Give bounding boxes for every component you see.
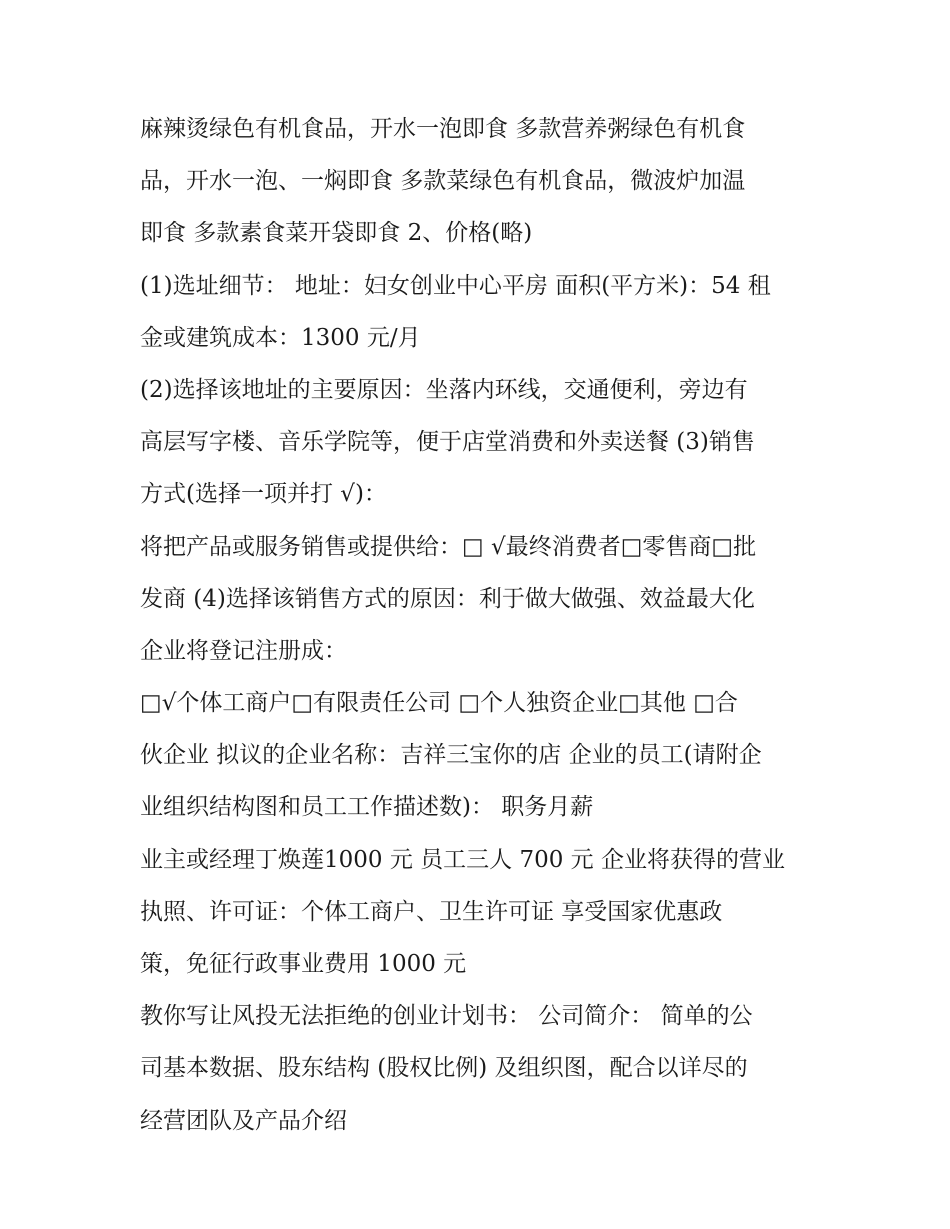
text-line: 方式(选择一项并打 √)：: [140, 481, 387, 508]
text-line: 企业将登记注册成：: [140, 637, 347, 664]
text-line: 将把产品或服务销售或提供给：□ √最终消费者□零售商□批: [140, 533, 757, 560]
text-line: (1)选址细节： 地址：妇女创业中心平房 面积(平方米)：54 租: [140, 272, 771, 299]
text-line: 麻辣烫绿色有机食品，开水一泡即食 多款营养粥绿色有机食: [140, 116, 746, 142]
text-line: 策，免征行政事业费用 1000 元: [140, 951, 467, 977]
text-line: 司基本数据、股东结构 (股权比例) 及组织图，配合以详尽的: [140, 1055, 748, 1082]
text-line: (2)选择该地址的主要原因：坐落内环线，交通便利，旁边有: [140, 376, 748, 403]
text-line: 教你写让风投无法拒绝的创业计划书： 公司简介： 简单的公: [140, 1003, 753, 1030]
text-line: 业组织结构图和员工工作描述数)： 职务月薪: [140, 794, 594, 821]
text-line: 品，开水一泡、一焖即食 多款菜绿色有机食品，微波炉加温: [140, 168, 746, 195]
document-body: [140, 103, 820, 1147]
text-line: 业主或经理丁焕莲1000 元 员工三人 700 元 企业将获得的营业: [140, 846, 785, 873]
text-line: 金或建筑成本：1300 元/月: [140, 324, 421, 351]
text-line: □√个体工商户□有限责任公司 □个人独资企业□其他 □合: [140, 690, 738, 717]
text-line: 发商 (4)选择该销售方式的原因：利于做大做强、效益最大化: [140, 585, 755, 612]
text-line: 伙企业 拟议的企业名称：吉祥三宝你的店 企业的员工(请附企: [140, 742, 762, 769]
text-line: 即食 多款素食菜开袋即食 2、价格(略): [140, 220, 533, 247]
text-line: 执照、许可证：个体工商户、卫生许可证 享受国家优惠政: [140, 898, 723, 925]
text-line: 高层写字楼、音乐学院等，便于店堂消费和外卖送餐 (3)销售: [140, 429, 755, 456]
text-line: 经营团队及产品介绍: [140, 1107, 347, 1134]
